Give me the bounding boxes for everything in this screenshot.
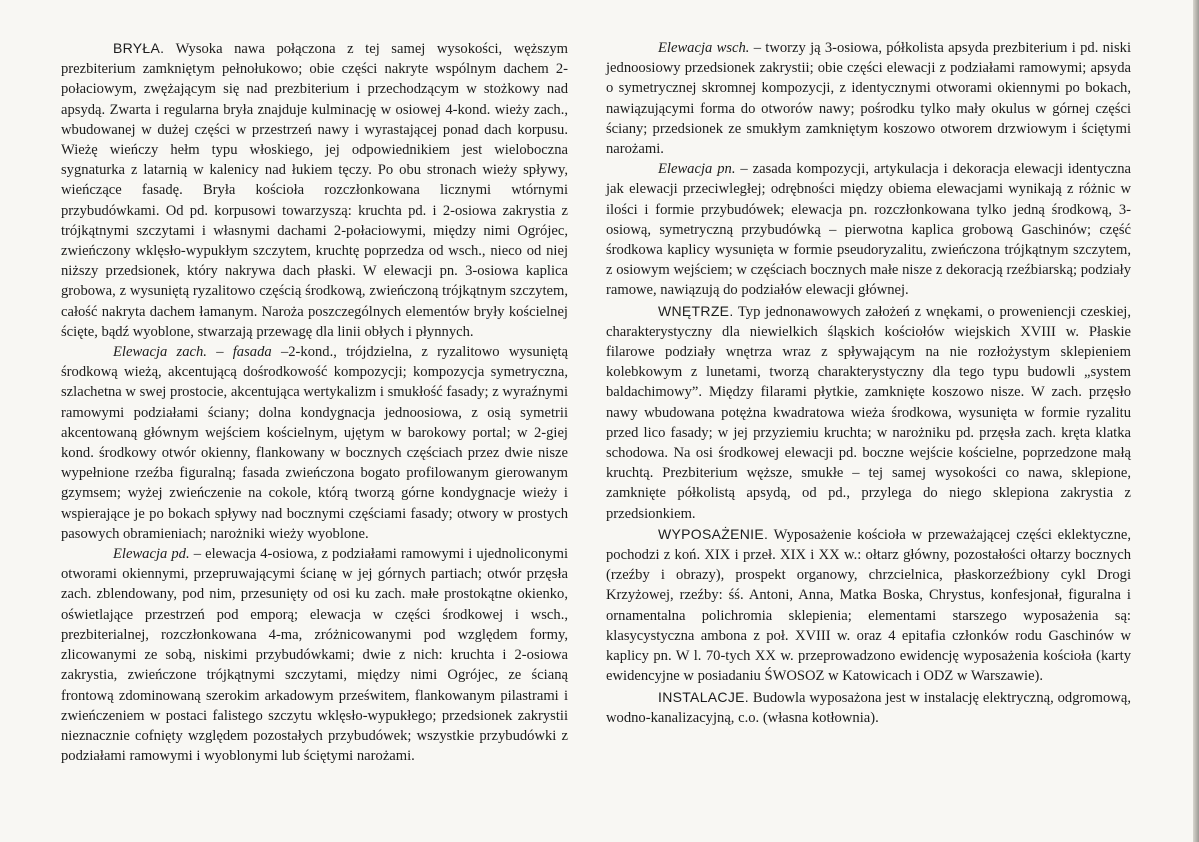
heading-wnetrze: WNĘTRZE. (658, 302, 734, 319)
text-elewacja-pd: – elewacja 4-osiowa, z podziałami ramowymi i ujednoliconymi otworami okiennymi, przepruwającymi ścianę w jej górnych partiach; otwór przęsła zach. zblendowany, pod nim, przesunięty od osi ku zach. małe prostokątne okienko, oświetlające przestrzeń pod emporą; elewacja w części środkowej i wsch., prezbiterialnej, rozczłonkowana 4-ma, zróżnicowanymi pod względem formy, zlicowanymi ze sobą, niskimi przybudówkami; dwie z nich: kruchta i 2-osiowa zakrystia, zwieńczone trójkątnymi szczytami, między nimi Ogrójec, ze ścianą frontową zdominowaną szerokim arkadowym prześwitem, flankowanym pilastrami i zwieńczeniem w postaci falistego szczytu wklęsło-wypukłego; przedsionek zakrystii nieznacznie cofnięty względem pozostałych przybudówek; wszystkie przybudówki z podziałami ramowymi i wyoblonymi lub ściętymi narożami. (61, 546, 568, 765)
text-elewacja-pn: – zasada kompozycji, artykulacja i dekoracja elewacji identyczna jak elewacji przeciwległej; odrębności między obiema elewacjami wynikają z różnic w ilości i formie przybudówek; elewacja pn. rozczłonkowana tylko jedną środkową, 3-osiową, symetryczną przybudówką – pierwotna kaplica grobową Gaschinów; część środkowa kaplicy wysunięta w formie pseudoryzalitu, zwieńczona trójkątnym szczytem, z osiowym wejściem; w częściach bocznych małe nisze z dekoracją rzeźbiarską; podziały ramowe, nawiązują do podziałów elewacji głównej. (606, 161, 1131, 299)
scan-edge (1193, 0, 1199, 842)
heading-elewacja-wsch: Elewacja wsch. (658, 40, 750, 56)
paragraph-elewacja-wsch (606, 38, 1131, 159)
paragraph-bryla (61, 38, 568, 342)
paragraph-wyposazenie (606, 524, 1131, 687)
right-column (606, 38, 1131, 728)
text-instalacje: Budowla wyposażona jest w instalację elektryczną, odgromową, wodno-kanalizacyjną, c.o. (własna kotłownia). (606, 689, 1131, 726)
paragraph-elewacja-pn (606, 159, 1131, 300)
paragraph-instalacje (606, 687, 1131, 728)
heading-bryla: BRYŁA. (113, 40, 165, 56)
text-elewacja-zach: –2-kond., trójdzielna, z ryzalitowo wysuniętą środkową wieżą, akcentującą dośrodkowość kompozycji; kompozycja symetryczna, szlachetna w swej prostocie, akcentująca wertykalizm i smukłość fasady; z wyraźnymi ramowymi podziałami ściany; dolna kondygnacja jednoosiowa, z osią symetrii akcentowaną głównym wejściem kościelnym, ujętym w barokowy portal; w 2-giej kond. środkowy otwór okienny, flankowany w bocznych częściach przez dwie nisze wypełnione rzeźba figuralną; fasada zwieńczona bogato profilowanym gierowanym gzymsem; wyżej zwieńczenie na cokole, którą tworzą górne kondygnacje wieży i wspierające je po bokach spływy nad bocznymi częściami fasady; otwory w prostych pasowych obramieniach; narożniki wieży wyoblone. (61, 344, 568, 542)
heading-wyposazenie: WYPOSAŻENIE. (658, 525, 769, 542)
heading-elewacja-pn: Elewacja pn. (658, 161, 736, 178)
heading-elewacja-zach: Elewacja zach. – fasada (113, 344, 272, 361)
paragraph-wnetrze (606, 301, 1131, 524)
paragraph-elewacja-zach (61, 342, 568, 544)
text-bryla: Wysoka nawa połączona z tej samej wysokości, węższym prezbiterium zamkniętym pełnołukowo; obie części nakryte wspólnym dachem 2-połaciowym, zwężającym się nad prezbiterium i przechodzącym w stożkowy nad apsydą. Zwarta i regularna bryła znajduje kulminację w osiowej 4-kond. wieży zach., wbudowanej w dużej części w przestrzeń nawy i wyrastającej ponad dach korpusu. Wieżę wieńczy hełm typu włoskiego, jej odpowiednikiem jest wieloboczna sygnaturka z latarnią w kalenicy nad łukiem tęczy. Po obu stronach wieży spływy, wieńczące fasadę. Bryła kościoła rozczłonkowana licznymi wtórnymi przybudówkami. Od pd. korpusowi towarzyszą: kruchta pd. i 2-osiowa zakrystia z trójkątnymi szczytami i własnymi dachami 2-połaciowymi, między nimi Ogrójec, zwieńczony wklęsło-wypukłym szczytem, kruchtę poprzedza od wsch., nieco od niej niższy przedsionek, który nakrywa dach płaski. W elewacji pn. 3-osiowa kaplica grobowa, z wysuniętą ryzalitowo częścią środkową, zwieńczoną trójkątnym szczytem, całość nakryta dachem łamanym. Naroża poszczególnych elementów bryły kościelnej ścięte, bądź wyoblone, stwarzają przewagę dla linii obłych i płynnych. (61, 41, 568, 340)
text-wnetrze: Typ jednonawowych założeń z wnękami, o proweniencji czeskiej, charakterystyczny dla niewielkich śląskich kościołów wiejskich XVIII w. Płaskie filarowe podziały wnętrza wraz z spływającym na nie rozłożystym sklepieniem kolebkowym z lunetami, tworzą charakterystyczny dla tego typu budowli „system baldachimowy”. Między filarami płytkie, zamknięte koszowo nisze. W zach. przęsło nawy wbudowana potężna kwadratowa wieża środkowa, wysunięta w formie ryzalitu przed lico fasady; w jej przyziemiu kruchta; w narożniku pd. przęsła zach. kręta klatka schodowa. Na osi środkowej elewacji pd. boczne wejście kościelne, poprzedzone małą kruchtą. Prezbiterium węższe, smukłe – tej samej wysokości co nawa, sklepione, zamknięte półkolistą apsydą, od pd., przylega do niego sklepiona zakrystia z przedsionkiem. (606, 303, 1131, 522)
left-column (61, 38, 568, 766)
paragraph-elewacja-pd (61, 544, 568, 766)
heading-elewacja-pd: Elewacja pd. (113, 546, 190, 563)
heading-instalacje: INSTALACJE. (658, 688, 749, 705)
text-elewacja-wsch: – tworzy ją 3-osiowa, półkolista apsyda prezbiterium i pd. niski jednoosiowy przedsionek zakrystii; obie części elewacji z podziałami ramowymi; apsyda o symetrycznej skromnej kompozycji, z identycznymi otworami okiennymi po bokach, nawiązującymi forma do otworów nawy; pośrodku tylko mały okulus w górnej części ściany; przedsionek ze smukłym zamkniętym koszowo otworem drzwiowym i ściętymi narożami. (606, 40, 1131, 158)
text-wyposazenie: Wyposażenie kościoła w przeważającej części eklektyczne, pochodzi z koń. XIX i przeł. XIX i XX w.: ołtarz główny, pozostałości ołtarzy bocznych (rzeźby i obrazy), prospekt organowy, chrzcielnica, płaskorzeźbiony cykl Drogi Krzyżowej, rzeźby: śś. Antoni, Anna, Matka Boska, Chrystus, konfesjonał, figuralna i ornamentalna polichromia sklepienia; elementami starszego wyposażenia są: klasycystyczna ambona z poł. XVIII w. oraz 4 epitafia członków rodu Gaschinów w kaplicy pn. W l. 70-tych XX w. przeprowadzono ewidencję wyposażenia kościoła (karty ewidencyjne w posiadaniu ŚWOSOZ w Katowicach i ODZ w Warszawie). (606, 526, 1131, 685)
